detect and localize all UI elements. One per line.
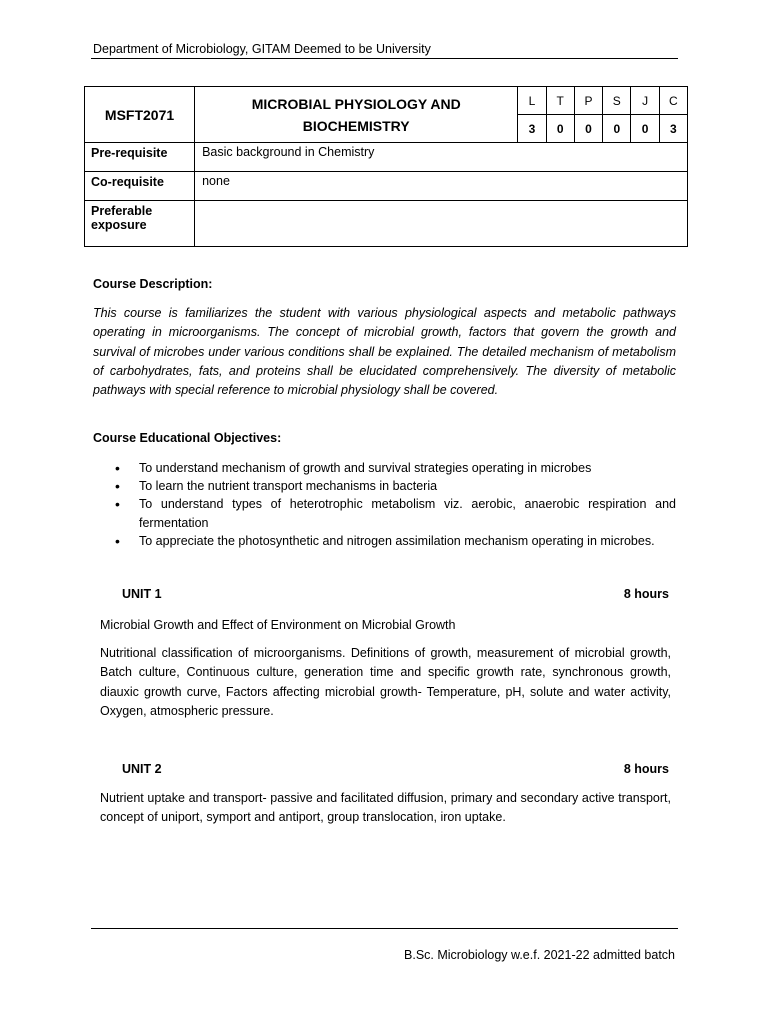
unit-2-content: Nutrient uptake and transport- passive and facilitated diffusion, primary and secondary active transport, concept of uniport, symport and antiport, group translocation, iron uptake.: [100, 791, 671, 825]
unit-1-hours: 8 hours: [623, 587, 669, 601]
objective-item: • To understand types of heterotrophic metabolism viz. aerobic, anaerobic respiration and fermentation: [115, 495, 676, 531]
unit-2-hours: 8 hours: [623, 762, 669, 776]
ltp-header-s: S: [603, 87, 631, 115]
course-code: MSFT2071: [85, 87, 195, 143]
preferable-exposure-value: [195, 201, 688, 247]
unit-1-content: Nutritional classification of microorganisms. Definitions of growth, measurement of microbial growth, Batch culture, Continuous culture, generation time and specific growth rate, synchronous growth, diauxic growth curve, Factors affecting microbial growth- Temperature, pH, solute and water activity, Oxygen, atmospheric pressure.: [100, 646, 671, 718]
header-divider: [91, 58, 678, 59]
course-title-line1: MICROBIAL PHYSIOLOGY AND: [251, 95, 461, 112]
ltp-value-t: 0: [546, 115, 574, 143]
objective-item: • To understand mechanism of growth and survival strategies operating in microbes: [115, 459, 676, 477]
course-info-table: [84, 86, 688, 247]
preferable-exposure-label: [85, 201, 195, 247]
ltp-header-c: C: [659, 87, 687, 115]
prerequisite-value: Basic background in Chemistry: [195, 143, 688, 172]
unit-1-title: Microbial Growth and Effect of Environment on Microbial Growth: [100, 618, 456, 632]
objective-item: • To appreciate the photosynthetic and nitrogen assimilation mechanism operating in microbes.: [115, 532, 676, 550]
preferable-label-line1: Preferable: [91, 204, 153, 218]
ltp-header-j: J: [631, 87, 659, 115]
ltp-value-s: 0: [603, 115, 631, 143]
course-description-heading: Course Description:: [93, 277, 213, 291]
preferable-label-line2: exposure: [91, 218, 147, 232]
unit-1-label: UNIT 1: [122, 587, 162, 601]
ltp-value-l: 3: [518, 115, 546, 143]
ltp-header-l: L: [518, 87, 546, 115]
ltp-header-t: T: [546, 87, 574, 115]
ltp-value-j: 0: [631, 115, 659, 143]
objectives-heading: Course Educational Objectives:: [93, 431, 282, 445]
objectives-list: [115, 459, 676, 550]
prerequisite-label: Pre-requisite: [85, 143, 195, 172]
course-title: [195, 87, 518, 143]
objective-item: • To learn the nutrient transport mechanisms in bacteria: [115, 477, 676, 495]
unit-2-header: [122, 762, 669, 776]
ltp-value-c: 3: [659, 115, 687, 143]
unit-2-label: UNIT 2: [122, 762, 162, 776]
footer-batch: B.Sc. Microbiology w.e.f. 2021-22 admitted batch: [404, 948, 675, 962]
ltp-header-p: P: [574, 87, 602, 115]
course-title-line2: BIOCHEMISTRY: [302, 117, 410, 134]
corequisite-value: none: [195, 172, 688, 201]
unit-1-header: [122, 587, 669, 601]
corequisite-label: Co-requisite: [85, 172, 195, 201]
course-description-text: This course is familiarizes the student with various physiological aspects and metabolic pathways operating in microorganisms. The concept of microbial growth, factors that govern the growth and survival of microbes under various conditions shall be explained. The detailed mechanism of metabolism of carbohydrates, fats, and proteins shall be elucidated comprehensively. The diversity of metabolic pathways with special reference to microbial physiology shall be covered.: [93, 306, 676, 398]
department-header: Department of Microbiology, GITAM Deemed to be University: [93, 42, 431, 56]
ltp-value-p: 0: [574, 115, 602, 143]
footer-divider: [91, 928, 678, 929]
